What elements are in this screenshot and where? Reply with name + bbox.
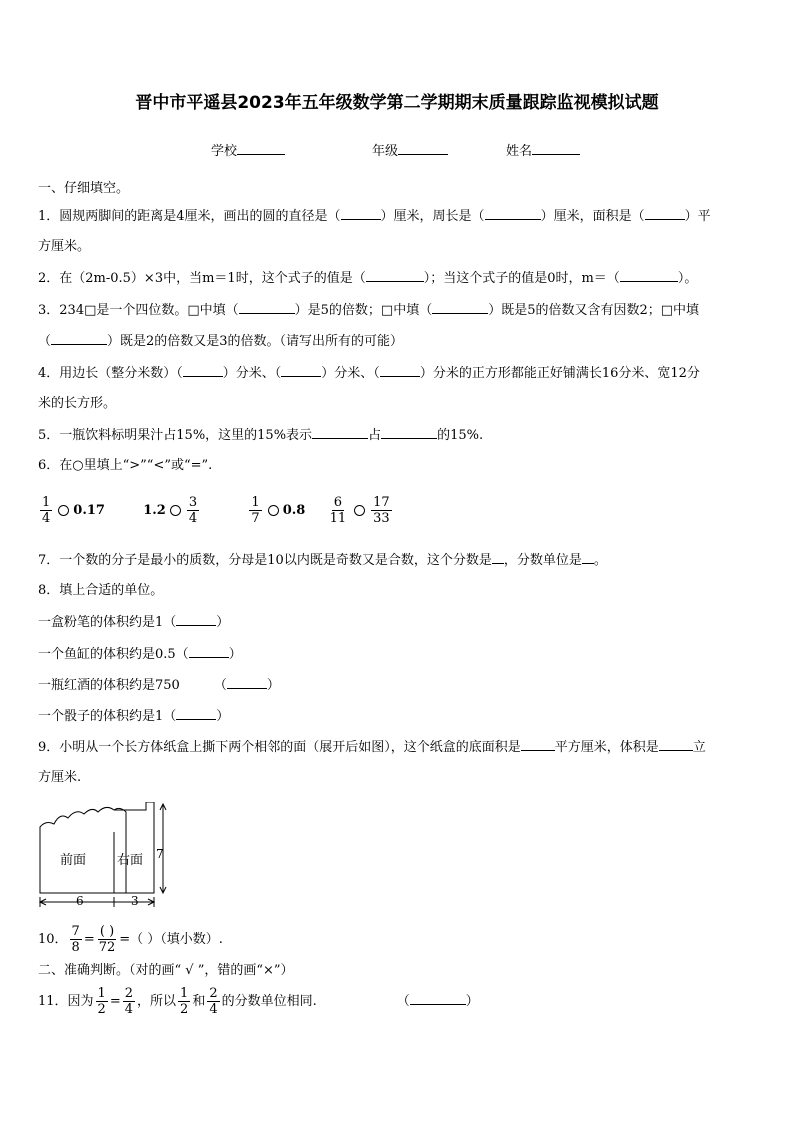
q3-blank-1[interactable] [239, 301, 295, 314]
q8-line-1 [38, 613, 229, 632]
q11-fraction-2: $\frac{2}{4}$ [124, 986, 134, 1017]
q5-blank-2[interactable] [381, 426, 437, 439]
q6-fraction-1: $\frac{1}{4}$ [42, 495, 51, 526]
q8-close-3: ） [266, 678, 280, 693]
q6-fraction-3: $\frac{1}{7}$ [251, 495, 260, 526]
q6-value-1: 0.17 [73, 503, 105, 518]
q9-continuation: 方厘米. [38, 770, 82, 785]
q8-line-4 [38, 707, 229, 726]
q3-text-e: ）既是2的倍数又是3的倍数。（请写出所有的可能） [107, 334, 404, 349]
q1-text-c: ）厘米，面积是（ [540, 209, 645, 224]
q8-line-2-text: 一个鱼缸的体积约是0.5（ [38, 647, 189, 662]
q11-text-c: 的分数单位相同. [221, 994, 317, 1009]
q3-continuation [38, 332, 403, 351]
q11-text-a: 11．因为 [38, 994, 94, 1009]
q6-circle-4[interactable] [354, 505, 365, 516]
q5-text-b: 占 [368, 428, 382, 443]
q6-circle-2[interactable] [170, 505, 181, 516]
question-9 [38, 738, 706, 757]
q9-net-diagram [36, 802, 176, 912]
q7-text-b: ，分数单位是 [503, 553, 582, 568]
q4-blank-2[interactable] [281, 364, 321, 377]
q7-text-a: 7．一个数的分子是最小的质数，分母是10以内既是奇数又是合数，这个分数是 [38, 553, 492, 568]
width-label-front: 6 [76, 894, 84, 908]
school-label: 学校 [211, 144, 238, 159]
q5-text-a: 5．一瓶饮料标明果汁占15%，这里的15%表示 [38, 428, 313, 443]
q8-line-1-text: 一盒粉笔的体积约是1（ [38, 615, 177, 630]
front-face-label: 前面 [60, 853, 87, 868]
q10-equals: = [83, 932, 95, 947]
question-1 [38, 207, 711, 226]
q5-blank-1[interactable] [312, 426, 368, 439]
question-2 [38, 269, 697, 288]
question-5 [38, 426, 483, 445]
question-10 [38, 922, 223, 958]
q2-blank-2[interactable] [620, 269, 678, 282]
q11-text-b: ，所以 [137, 994, 177, 1009]
q7-blank-2[interactable] [582, 551, 594, 564]
q8-line-3-text: 一瓶红酒的体积约是750 [38, 678, 180, 693]
school-field [211, 140, 285, 159]
q11-answer-close: ） [465, 994, 479, 1009]
q3-text-b: ）是5的倍数；□中填（ [294, 303, 433, 318]
q6-value-3: 0.8 [282, 503, 306, 518]
question-6-stem: 6．在○里填上“>”“<”或“=”. [38, 458, 213, 473]
q3-text-d: （ [38, 334, 52, 349]
name-field [506, 140, 580, 159]
q11-equals: = [109, 994, 121, 1009]
question-4 [38, 364, 700, 383]
q7-text-c: 。 [593, 553, 607, 568]
grade-blank[interactable] [398, 142, 448, 155]
q10-fraction-1: $\frac{7}{8}$ [71, 924, 80, 955]
page-title: 晋中市平遥县2023年五年级数学第二学期期末质量跟踪监视模拟试题 [135, 93, 659, 113]
width-label-right: 3 [131, 894, 139, 908]
q4-text-c: ）分米、（ [321, 366, 380, 381]
q4-blank-3[interactable] [380, 364, 420, 377]
q1-blank-3[interactable] [645, 207, 685, 220]
q1-blank-2[interactable] [485, 207, 541, 220]
q2-text-b: ）；当这个式子的值是0时，m＝（ [423, 271, 620, 286]
q4-continuation: 米的长方形。 [38, 396, 117, 411]
question-11 [38, 984, 479, 1020]
q4-text-a: 4．用边长（整分米数）（ [38, 366, 183, 381]
name-label: 姓名 [506, 144, 533, 159]
grade-field [372, 140, 448, 159]
q8-blank-4[interactable] [176, 707, 216, 720]
q6-value-2: 1.2 [143, 503, 166, 518]
section-2-heading: 二、准确判断。（对的画“ √ ”，错的画“×”） [38, 963, 294, 978]
q8-close-1: ） [216, 615, 230, 630]
q4-text-d: ）分米的正方形都能正好铺满长16分米、宽12分 [419, 366, 700, 381]
q8-blank-3[interactable] [227, 676, 267, 689]
q7-blank-1[interactable] [492, 551, 504, 564]
q9-blank-2[interactable] [659, 738, 693, 751]
q6-circle-3[interactable] [268, 505, 279, 516]
question-6-items [38, 493, 394, 529]
q11-answer-blank[interactable] [410, 992, 466, 1005]
q11-answer-open: （ [396, 994, 410, 1009]
q10-number: 10． [38, 932, 68, 947]
q11-fraction-1: $\frac{1}{2}$ [97, 986, 106, 1017]
q6-circle-1[interactable] [58, 505, 69, 516]
q10-text-b: =（ ）（填小数）. [119, 932, 223, 947]
height-label: 7 [156, 847, 164, 861]
q9-blank-1[interactable] [521, 738, 555, 751]
q8-line-3 [38, 676, 280, 695]
q4-text-b: ）分米、（ [222, 366, 282, 381]
q11-and: 和 [192, 994, 206, 1009]
q6-fraction-5: $\frac{17}{33}$ [373, 495, 390, 526]
q6-fraction-2: $\frac{3}{4}$ [188, 495, 198, 526]
q3-blank-2[interactable] [432, 301, 488, 314]
question-7 [38, 551, 607, 570]
q8-open-3: （ [213, 678, 227, 693]
q8-blank-1[interactable] [176, 613, 216, 626]
right-face-label: 右面 [117, 853, 144, 868]
q8-blank-2[interactable] [189, 645, 229, 658]
q2-text-a: 2．在（2m-0.5）×3中，当m＝1时，这个式子的值是（ [38, 271, 366, 286]
q8-line-2 [38, 645, 242, 664]
school-blank[interactable] [237, 142, 285, 155]
q9-text-c: 立 [692, 740, 706, 755]
question-8-stem: 8．填上合适的单位。 [38, 583, 164, 598]
name-blank[interactable] [532, 142, 580, 155]
q11-fraction-3: $\frac{1}{2}$ [180, 986, 189, 1017]
q1-continuation: 方厘米。 [38, 239, 91, 254]
q8-close-4: ） [216, 709, 230, 724]
q1-text-d: ）平 [684, 209, 711, 224]
section-1-heading: 一、仔细填空。 [38, 181, 130, 196]
q1-blank-1[interactable] [341, 207, 381, 220]
q2-blank-1[interactable] [366, 269, 424, 282]
q2-text-c: ）。 [677, 271, 698, 286]
q1-text-b: ）厘米，周长是（ [380, 209, 485, 224]
q3-text-a: 3．234□是一个四位数。□中填（ [38, 303, 239, 318]
q6-fraction-4: $\frac{6}{11}$ [329, 495, 347, 526]
q11-fraction-4: $\frac{2}{4}$ [209, 986, 218, 1017]
q4-blank-1[interactable] [183, 364, 223, 377]
q9-text-b: 平方厘米，体积是 [554, 740, 659, 755]
q3-text-c: ）既是5的倍数又含有因数2；□中填 [488, 303, 700, 318]
q8-line-4-text: 一个骰子的体积约是1（ [38, 709, 177, 724]
q5-text-c: 的15%. [437, 428, 484, 443]
q3-blank-3[interactable] [51, 332, 107, 345]
q8-close-2: ） [228, 647, 242, 662]
q10-fraction-2[interactable]: $\frac{( )}{72}$ [98, 924, 116, 955]
q1-text-a: 1．圆规两脚间的距离是4厘米，画出的圆的直径是（ [38, 209, 341, 224]
question-3 [38, 301, 699, 320]
grade-label: 年级 [372, 144, 399, 159]
q9-text-a: 9．小明从一个长方体纸盒上撕下两个相邻的面（展开后如图），这个纸盒的底面积是 [38, 740, 521, 755]
